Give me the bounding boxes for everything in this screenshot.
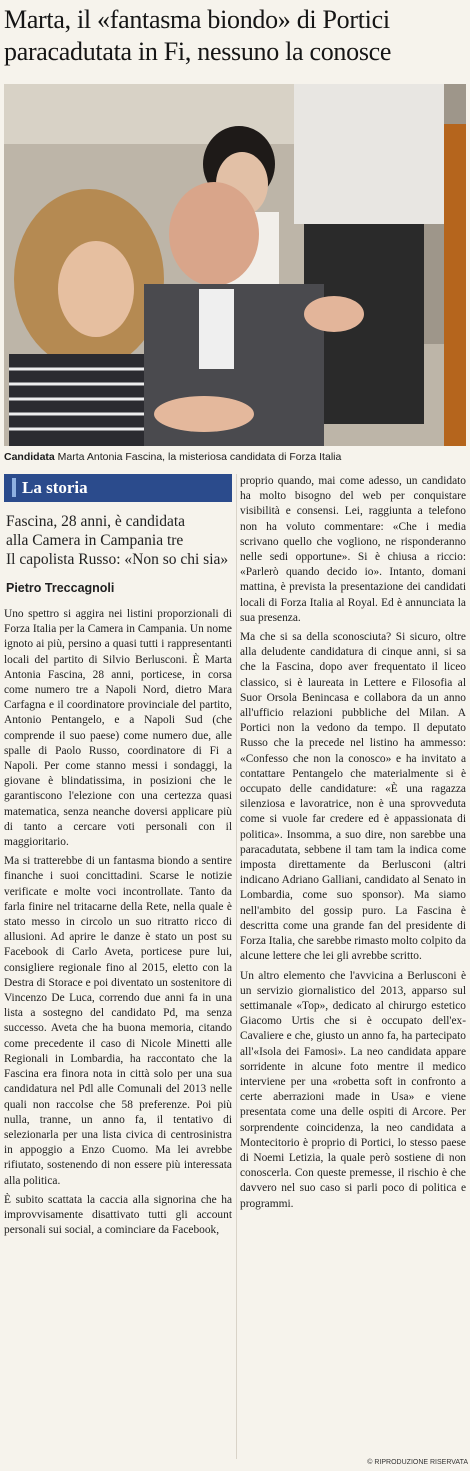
body-paragraph: Un altro elemento che l'avvicina a Berlusconi è un servizio giornalistico del 2013, apparso sul settimanale «Top», dedicato al chirurgo estetico Giacomo Urtis che si è occupato dell'ex-Cavaliere e che, giusto un anno fa, ha partecipato all'«Isola dei Famosi». La neo candidata appare sorridente in alcune foto mentre il medico interviene per una «robetta soft in confronto a certe aberrazioni made in Usa» e viene presentata come una delle ospiti di Arcore. Per sorprendente coincidenza, la neo candidata a Montecitorio è proprio di Portici, lo stesso paese di Noemi Letizia, la quale però sostiene di non conoscerla. Con queste premesse, il rischio è che davvero nel suo caso si parli poco di politica e programmi. [240, 969, 466, 1210]
article-headline: Marta, il «fantasma biondo» di Portici paracadutata in Fi, nessuno la conosce [4, 5, 392, 66]
body-paragraph: È subito scattata la caccia alla signorina che ha improvvisamente disattivato tutti gli account personali sui social, a cominciare da Facebook, [4, 1193, 232, 1237]
body-paragraph: Ma che si sa della sconosciuta? Si sicuro, oltre alla deludente candidatura di cinque anni, si sa che la Fascina, dopo aver frequentato il liceo classico, si è laureata in Lettere e Filosofia al Suor Orsola Benincasa e collabora da un anno all'ufficio relazioni pubbliche del Milan. A Portici non la vedono da tempo. Il deputato Russo che la precede nel listino ha ammesso: «Confesso che non la conosco» e ha invitato a contattare Pentangelo che materialmente si è occupato delle candidature: «È una ragazza silenziosa e lavoratrice, non è una sprovveduta come si vuole far credere ed è appassionata di politica». Insomma, a suo dire, non sarebbe una paracadutata, sebbene il tam tam la indica come imposta direttamente da Berlusconi (altri indicano Adriano Galliani, candidato al Senato in Lombardia, come suo sponsor). Ma siamo nell'ambito del gossip puro. La Fascina è descritta come una grande fan del presidente di Forza Italia, che sarebbe rimasto molto colpito da alcune lettere che lei gli avrebbe scritto. [240, 631, 466, 963]
article-photo [4, 84, 466, 446]
byline: Pietro Treccagnoli [6, 581, 115, 595]
right-column [240, 474, 466, 1216]
body-paragraph: Ma si tratterebbe di un fantasma biondo a sentire finanche i suoi concittadini. Scarse le notizie verificate e molte voci incontrollate. Tanto da farla finire nel tritacarne della Rete, nella quale è stato messo in circolo un suo ritratto ricco di allusioni. Ad aprire le danze è stato un post su Facebook di Carlo Aveta, porticese pure lui, consigliere regionale fino al 2015, eletto con la Destra di Storace e poi diventato un sostenitore di Vincenzo De Luca, correndo due anni fa in una lista a sostegno del candidato Pd, ma senza successo. Aveta che ha buona memoria, citando come precedente il caso di Nicole Minetti alle Regionali in Lombardia, ha raccontato che la Fascina era finora nota in città solo per una sua candidatura nel Pdl alle Comunali del 2013 nelle quali non raccolse che 58 preferenze. Poi più nulla, tranne, un anno fa, il tentativo di selezionarla per una lista civica di centrosinistra in appoggio a Enzo Cuomo. Ma lei avrebbe rifiutato, sostenendo di non essere più interessata alla politica. [4, 855, 232, 1187]
article-deck: Fascina, 28 anni, è candidata alla Camera in Campania tre Il capolista Russo: «Non so chi sia» [6, 513, 229, 568]
column-separator [236, 474, 237, 1459]
body-paragraph: Uno spettro si aggira nei listini proporzionali di Forza Italia per la Camera in Campania. Un nome ignoto ai più, persino a quasi tutti i rappresentanti locali del partito di Silvio Berlusconi. È Marta Antonia Fascina, 28 anni, porticese, in corsa come numero tre a Napoli Nord, dietro Mara Carfagna e il coordinatore provinciale del partito, Antonio Pentangelo, e a Napoli Sud (che comprende il suo paese) come numero due, alle spalle di Paolo Russo, coordinatore di Fi a Napoli. Per come stanno messi i sondaggi, la giovane è blindatissima, in posizioni che le garantiscono l'elezione con una certezza quasi matematica, senza neanche doversi applicare più di tanto a cercare voti personali con il maggioritario. [4, 608, 232, 849]
section-bar [4, 474, 232, 502]
caption-text: Marta Antonia Fascina, la misteriosa candidata di Forza Italia [54, 451, 342, 463]
body-paragraph: proprio quando, mai come adesso, un candidato ha molto bisogno del web per conquistare visibilità e consensi. Lei, raggiunta a telefono non ha voluto commentare: «Che i media scrivano quello che vogliono, ne risponderanno nelle sedi opportune». Si è chiusa a riccio: «Parlerò quando decido io». Intanto, domani mattina, è prevista la presentazione dei candidati locali di Forza Italia al Royal. Ed è annunciata la sua presenza. [240, 475, 466, 624]
left-column [4, 474, 232, 1242]
section-label: La storia [12, 478, 88, 497]
photo-illustration [4, 84, 466, 446]
copyright-credit: © RIPRODUZIONE RISERVATA [367, 1459, 468, 1466]
photo-caption [4, 450, 466, 464]
caption-label: Candidata [4, 451, 55, 463]
